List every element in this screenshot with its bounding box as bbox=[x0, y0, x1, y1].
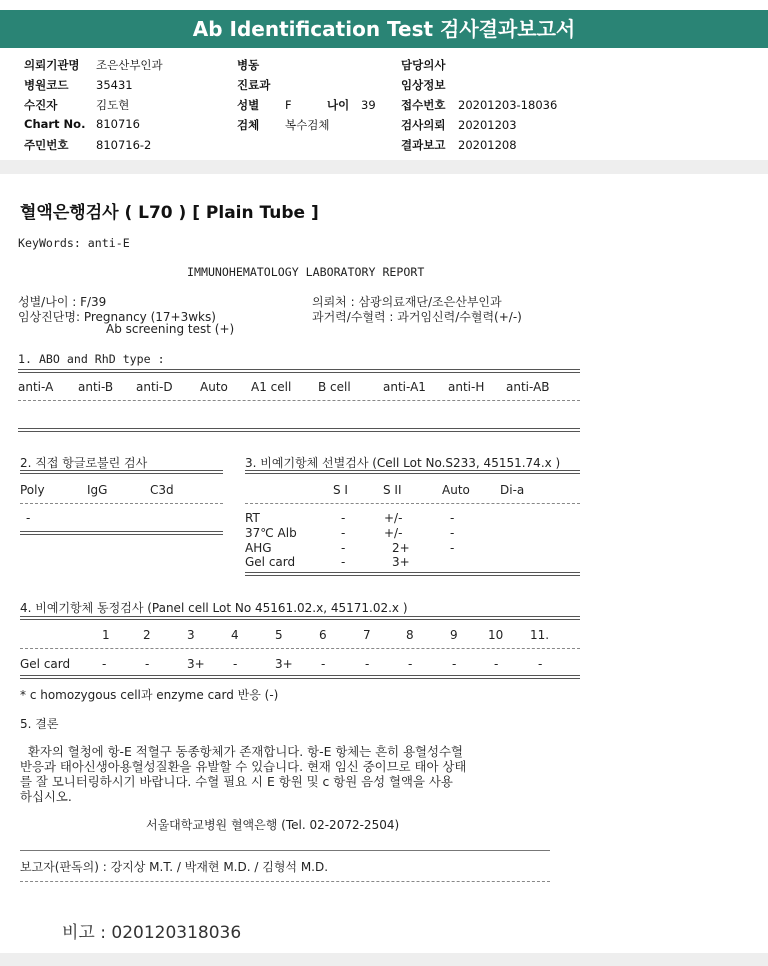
panel-val: - bbox=[494, 657, 499, 671]
conclusion-line: 하십시오. bbox=[20, 789, 72, 804]
screen-row-phase: 37℃ Alb bbox=[245, 526, 297, 540]
abo-col-anti-h: anti-H bbox=[448, 380, 485, 394]
panel-col: 5 bbox=[275, 628, 283, 642]
dat-top-rule bbox=[20, 470, 223, 474]
screen-row-phase: AHG bbox=[245, 541, 272, 555]
label-age: 나이 bbox=[327, 98, 350, 112]
panel-val: 3+ bbox=[275, 657, 293, 671]
dat-result-poly: - bbox=[26, 511, 31, 525]
label-specimen: 검체 bbox=[237, 118, 260, 132]
label-request-date: 검사의뢰 bbox=[401, 118, 446, 132]
panel-mid-rule bbox=[20, 648, 580, 649]
screen-col-di-a: Di-a bbox=[500, 483, 525, 497]
abo-mid-rule bbox=[18, 400, 580, 401]
panel-bottom-rule bbox=[20, 675, 580, 679]
label-hospital-code: 병원코드 bbox=[24, 78, 69, 92]
value-report-date: 20201208 bbox=[458, 138, 517, 152]
report-subtitle: IMMUNOHEMATOLOGY LABORATORY REPORT bbox=[187, 265, 425, 279]
label-patient: 수진자 bbox=[24, 98, 58, 112]
patient-screening: Ab screening test (+) bbox=[106, 322, 235, 336]
screen-row-auto: - bbox=[450, 511, 455, 525]
abo-col-auto: Auto bbox=[200, 380, 228, 394]
dat-heading: 2. 직접 항글로불린 검사 bbox=[20, 456, 148, 470]
screen-bottom-rule bbox=[245, 572, 580, 576]
abo-col-anti-a: anti-A bbox=[18, 380, 54, 394]
screen-row-s2: 2+ bbox=[392, 541, 410, 555]
abo-col-anti-ab: anti-AB bbox=[506, 380, 550, 394]
screen-row-s1: - bbox=[341, 511, 346, 525]
screen-mid-rule bbox=[245, 503, 580, 504]
panel-col: 10 bbox=[488, 628, 504, 642]
value-age: 39 bbox=[361, 98, 376, 112]
reporter-line: 보고자(판독의) : 강지상 M.T. / 박재현 M.D. / 김형석 M.D. bbox=[20, 860, 329, 874]
label-ward: 병동 bbox=[237, 58, 260, 72]
label-report-date: 결과보고 bbox=[401, 138, 446, 152]
dat-bottom-rule bbox=[20, 531, 223, 535]
label-institution: 의뢰기관명 bbox=[24, 58, 80, 72]
separator-band bbox=[0, 160, 768, 174]
panel-val: - bbox=[233, 657, 238, 671]
label-receipt-no: 접수번호 bbox=[401, 98, 446, 112]
screen-row-s1: - bbox=[341, 555, 346, 569]
header-col-3 bbox=[401, 57, 557, 157]
screen-row-auto: - bbox=[450, 541, 455, 555]
abo-bottom-rule bbox=[18, 428, 580, 432]
abo-col-anti-a1: anti-A1 bbox=[383, 380, 426, 394]
panel-val: - bbox=[365, 657, 370, 671]
dat-col-igg: IgG bbox=[87, 483, 108, 497]
dat-col-poly: Poly bbox=[20, 483, 45, 497]
panel-col: 1 bbox=[102, 628, 110, 642]
label-doctor: 담당의사 bbox=[401, 58, 446, 72]
conclusion-line: 를 잘 모니터링하시기 바랍니다. 수혈 필요 시 E 항원 및 c 항원 음성 혈액을 사용 bbox=[20, 774, 453, 789]
report-title-bar: Ab Identification Test 검사결과보고서 bbox=[0, 10, 768, 48]
label-resident-no: 주민번호 bbox=[24, 138, 69, 152]
value-receipt-no: 20201203-18036 bbox=[458, 98, 558, 112]
header-col-1 bbox=[24, 57, 163, 157]
panel-top-rule bbox=[20, 616, 580, 620]
panel-val: - bbox=[102, 657, 107, 671]
screen-row-s1: - bbox=[341, 526, 346, 540]
value-hospital-code: 35431 bbox=[96, 78, 133, 92]
screen-row-phase: Gel card bbox=[245, 555, 296, 569]
panel-col: 8 bbox=[406, 628, 414, 642]
reporter-bottom-rule bbox=[20, 881, 550, 882]
abo-heading: 1. ABO and RhD type : bbox=[18, 352, 165, 366]
screen-row-auto: - bbox=[450, 526, 455, 540]
panel-col: 4 bbox=[231, 628, 239, 642]
label-clinical-info: 임상정보 bbox=[401, 78, 446, 92]
value-request-date: 20201203 bbox=[458, 118, 517, 132]
panel-col: 7 bbox=[363, 628, 371, 642]
remark: 비고 : 020120318036 bbox=[62, 923, 242, 943]
screen-row-s2: +/- bbox=[384, 511, 403, 525]
value-institution: 조은산부인과 bbox=[96, 58, 163, 72]
panel-val: - bbox=[538, 657, 543, 671]
screen-row-phase: RT bbox=[245, 511, 260, 525]
panel-val: - bbox=[145, 657, 150, 671]
header-col-2 bbox=[237, 57, 376, 137]
dat-col-c3d: C3d bbox=[150, 483, 174, 497]
label-dept: 진료과 bbox=[237, 78, 271, 92]
conclusion-line: 환자의 혈청에 항-E 적혈구 동종항체가 존재합니다. 항-E 항체는 흔히 용혈성수혈 bbox=[20, 744, 463, 759]
panel-col: 2 bbox=[143, 628, 151, 642]
panel-col: 3 bbox=[187, 628, 195, 642]
abo-col-anti-d: anti-D bbox=[136, 380, 173, 394]
panel-heading: 4. 비예기항체 동정검사 (Panel cell Lot No 45161.02.x, 45171.02.x ) bbox=[20, 601, 408, 615]
panel-row-label: Gel card bbox=[20, 657, 71, 671]
value-specimen: 복수검체 bbox=[285, 118, 330, 132]
abo-col-anti-b: anti-B bbox=[78, 380, 114, 394]
panel-col: 11. bbox=[530, 628, 550, 642]
conclusion-line: 반응과 태아신생아용혈성질환을 유발할 수 있습니다. 현재 임신 중이므로 태아 상태 bbox=[20, 759, 467, 774]
screen-col-s1: S I bbox=[333, 483, 348, 497]
panel-val: - bbox=[408, 657, 413, 671]
value-sex: F bbox=[285, 98, 292, 112]
panel-val: 3+ bbox=[187, 657, 205, 671]
panel-note: * c homozygous cell과 enzyme card 반응 (-) bbox=[20, 688, 279, 702]
label-sex: 성별 bbox=[237, 98, 260, 112]
patient-sex-age: 성별/나이 : F/39 bbox=[18, 295, 107, 309]
panel-val: - bbox=[452, 657, 457, 671]
patient-history: 과거력/수혈력 : 과거임신력/수혈력(+/-) bbox=[312, 310, 522, 324]
bottom-band bbox=[0, 953, 768, 966]
screen-row-s1: - bbox=[341, 541, 346, 555]
value-resident-no: 810716-2 bbox=[96, 138, 152, 152]
abo-col-b-cell: B cell bbox=[318, 380, 351, 394]
value-chart-no: 810716 bbox=[96, 117, 140, 131]
label-chart-no: Chart No. bbox=[24, 117, 86, 131]
screen-heading: 3. 비예기항체 선별검사 (Cell Lot No.S233, 45151.74.x ) bbox=[245, 456, 561, 470]
value-patient: 김도현 bbox=[96, 98, 130, 112]
panel-col: 6 bbox=[319, 628, 327, 642]
conclusion-heading: 5. 결론 bbox=[20, 717, 59, 731]
patient-diagnosis: 임상진단명: Pregnancy (17+3wks) bbox=[18, 310, 216, 324]
abo-top-rule bbox=[18, 369, 580, 373]
keywords: KeyWords: anti-E bbox=[18, 236, 130, 250]
screen-col-auto: Auto bbox=[442, 483, 470, 497]
screen-row-s2: +/- bbox=[384, 526, 403, 540]
screen-top-rule bbox=[245, 470, 580, 474]
abo-col-a1-cell: A1 cell bbox=[251, 380, 292, 394]
patient-referrer: 의뢰처 : 삼광의료재단/조은산부인과 bbox=[312, 295, 502, 309]
section-title: 혈액은행검사 ( L70 ) [ Plain Tube ] bbox=[20, 203, 319, 223]
hospital-contact: 서울대학교병원 혈액은행 (Tel. 02-2072-2504) bbox=[146, 818, 400, 832]
reporter-top-rule bbox=[20, 850, 550, 851]
screen-col-s2: S II bbox=[383, 483, 402, 497]
panel-val: - bbox=[321, 657, 326, 671]
dat-mid-rule bbox=[20, 503, 223, 504]
screen-row-s2: 3+ bbox=[392, 555, 410, 569]
panel-col: 9 bbox=[450, 628, 458, 642]
